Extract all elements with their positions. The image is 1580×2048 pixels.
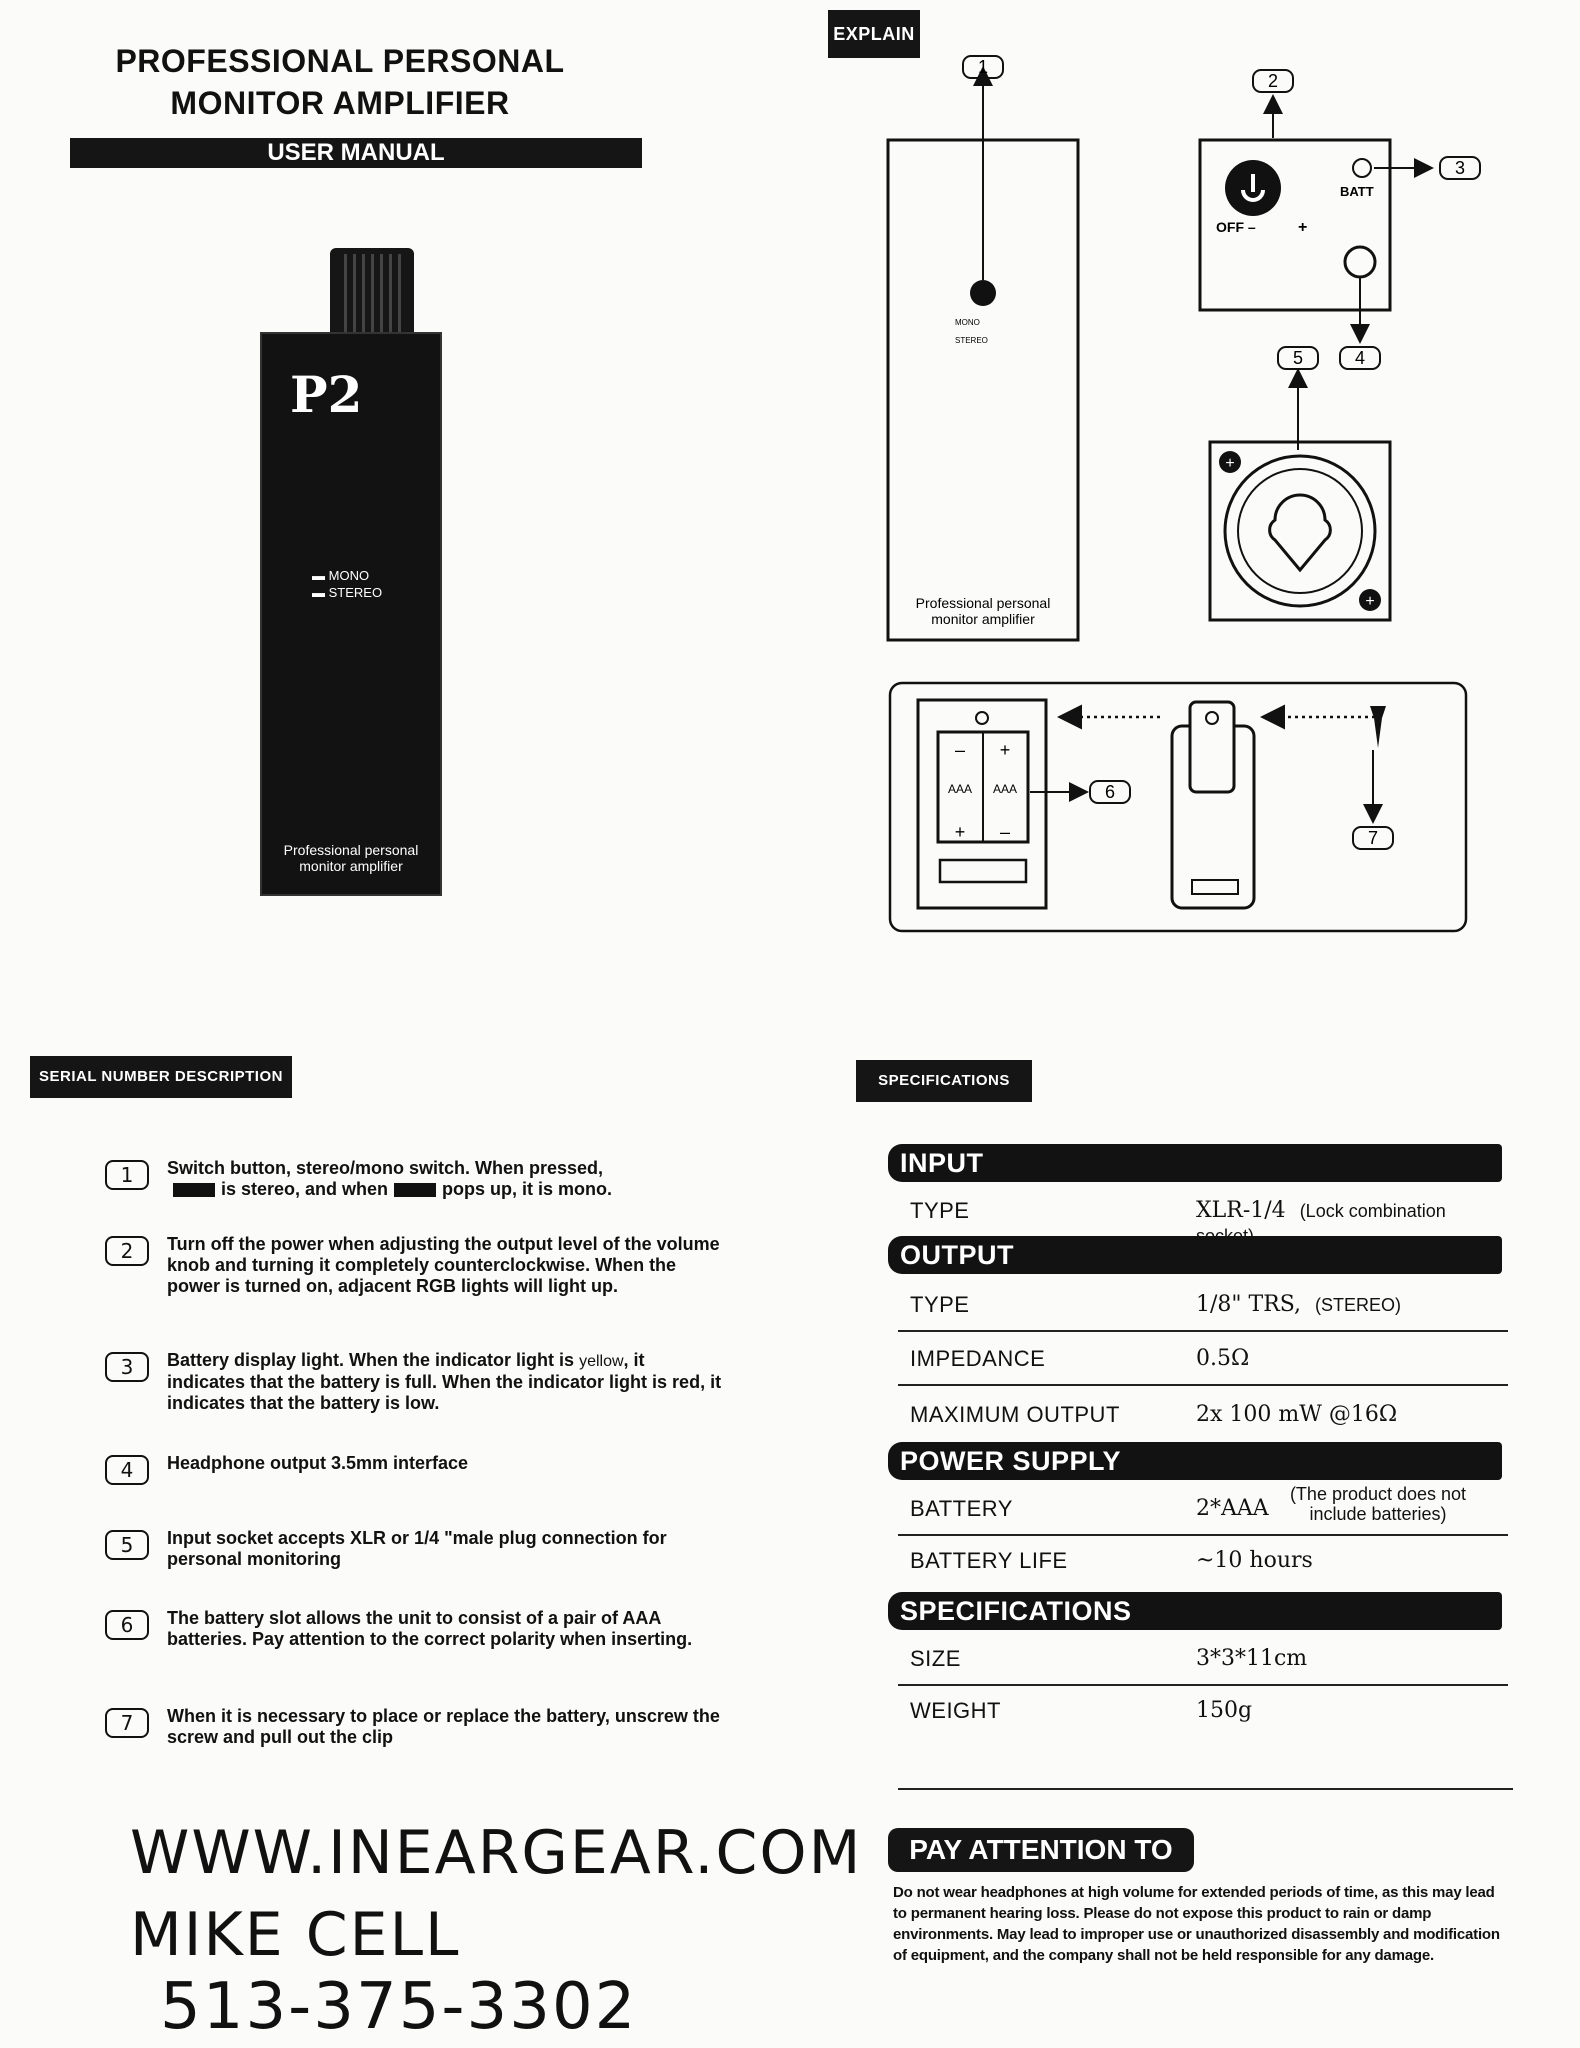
spec-row-battery: BATTERY 2*AAA (The product does not include batteries) — [898, 1482, 1508, 1536]
section-input: INPUT — [888, 1144, 1502, 1182]
callout-5: 5 — [1292, 348, 1304, 368]
table-end-divider — [898, 1788, 1513, 1790]
off-label: OFF – — [1216, 219, 1256, 235]
diagram-caption-2: monitor amplifier — [931, 611, 1035, 627]
svg-text:+: + — [1225, 455, 1235, 472]
specifications-tag: SPECIFICATIONS — [856, 1060, 1032, 1102]
spec-row-output-type: TYPE 1/8" TRS, (STEREO) — [898, 1278, 1508, 1332]
svg-text:AAA: AAA — [947, 782, 973, 796]
title-line-2: MONITOR AMPLIFIER — [170, 85, 510, 121]
callout-2: 2 — [1267, 71, 1279, 91]
handwritten-name: MIKE CELL — [130, 1900, 461, 1970]
svg-text:+: + — [999, 740, 1011, 760]
list-item: 1 Switch button, stereo/mono switch. When pressed, is stereo, and when pops up, it is mono. — [105, 1158, 705, 1208]
spec-row-impedance: IMPEDANCE 0.5Ω — [898, 1332, 1508, 1386]
svg-text:–: – — [954, 740, 966, 760]
list-item: 5 Input socket accepts XLR or 1/4 "male plug connection for personal monitoring — [105, 1528, 705, 1572]
handwritten-phone: 513-375-3302 — [160, 1970, 638, 2044]
spec-row-max-output: MAXIMUM OUTPUT 2x 100 mW @16Ω — [910, 1402, 1398, 1427]
item-number: 3 — [105, 1352, 149, 1382]
title-line-1: PROFESSIONAL PERSONAL — [115, 43, 565, 79]
spec-row-weight: WEIGHT 150g — [910, 1698, 1253, 1723]
serial-description-tag: SERIAL NUMBER DESCRIPTION — [30, 1056, 292, 1098]
plus-label: + — [1298, 219, 1308, 236]
section-output: OUTPUT — [888, 1236, 1502, 1274]
item-number: 5 — [105, 1530, 149, 1560]
headphone-jack — [1345, 247, 1375, 277]
callout-4: 4 — [1354, 348, 1366, 368]
pay-attention-text: Do not wear headphones at high volume for extended periods of time, as this may lead to permanent hearing loss. Please do not expose this product to rain or damp environments. May lead to improper use or unauthorized disassembly and modification of equipment, and the company shall not be held responsible for any damage. — [893, 1884, 1500, 1964]
svg-text:–: – — [999, 822, 1011, 842]
callout-6: 6 — [1104, 782, 1116, 802]
manual-title — [60, 40, 620, 124]
list-item: 6 The battery slot allows the unit to consist of a pair of AAA batteries. Pay attention to the correct polarity when inserting. — [105, 1608, 705, 1674]
spec-row-size: SIZE 3*3*11cm — [898, 1632, 1508, 1686]
svg-text:+: + — [1365, 593, 1375, 610]
screw — [1370, 706, 1386, 748]
explain-tag: EXPLAIN — [828, 10, 920, 58]
callout-1: 1 — [977, 57, 989, 77]
item-number: 7 — [105, 1708, 149, 1738]
device-switch-stereo: ▬ STEREO — [312, 585, 383, 600]
diagram-mono-label: MONO — [955, 318, 980, 327]
list-item: 3 Battery display light. When the indicator light is yellow, it indicates that the battery is full. When the indicator light is red, it indicates that the battery is low. — [105, 1350, 705, 1420]
device-switch-mono: ▬ MONO — [312, 568, 370, 583]
spec-row-input-type: TYPE XLR-1/4 (Lock combination — [910, 1198, 1446, 1223]
diagram-caption-1: Professional personal — [915, 595, 1051, 611]
pay-attention-banner: PAY ATTENTION TO — [888, 1828, 1194, 1872]
switch-up-icon — [394, 1183, 436, 1197]
svg-text:+: + — [954, 822, 966, 842]
list-item: 4 Headphone output 3.5mm interface — [105, 1453, 705, 1483]
switch-button-dot — [970, 280, 996, 306]
item-number: 1 — [105, 1160, 149, 1190]
handwritten-website: WWW.INEARGEAR.COM — [130, 1818, 863, 1888]
callout-3: 3 — [1454, 158, 1466, 178]
device-model-label: P2 — [290, 365, 363, 424]
spec-row-battery-life: BATTERY LIFE ~10 hours — [910, 1548, 1313, 1573]
item-number: 2 — [105, 1236, 149, 1266]
list-item: 7 When it is necessary to place or replace the battery, unscrew the screw and pull out the clip — [105, 1706, 705, 1750]
item-number: 6 — [105, 1610, 149, 1640]
list-item: 2 Turn off the power when adjusting the output level of the volume knob and turning it completely counterclockwise. When the power is turned on, adjacent RGB lights will light up. — [105, 1234, 705, 1324]
batt-led — [1353, 159, 1371, 177]
section-specifications: SPECIFICATIONS — [888, 1592, 1502, 1630]
user-manual-banner: USER MANUAL — [70, 138, 642, 168]
svg-text:AAA: AAA — [992, 782, 1018, 796]
device-volume-knob — [330, 248, 414, 336]
diagram-stereo-label: STEREO — [955, 336, 988, 345]
batt-label: BATT — [1340, 184, 1374, 199]
switch-pressed-icon — [173, 1183, 215, 1197]
device-caption: Professional personal monitor amplifier — [283, 842, 419, 874]
explain-diagram — [870, 50, 1490, 950]
section-power-supply: POWER SUPPLY — [888, 1442, 1502, 1480]
callout-7: 7 — [1367, 828, 1379, 848]
item-number: 4 — [105, 1455, 149, 1485]
